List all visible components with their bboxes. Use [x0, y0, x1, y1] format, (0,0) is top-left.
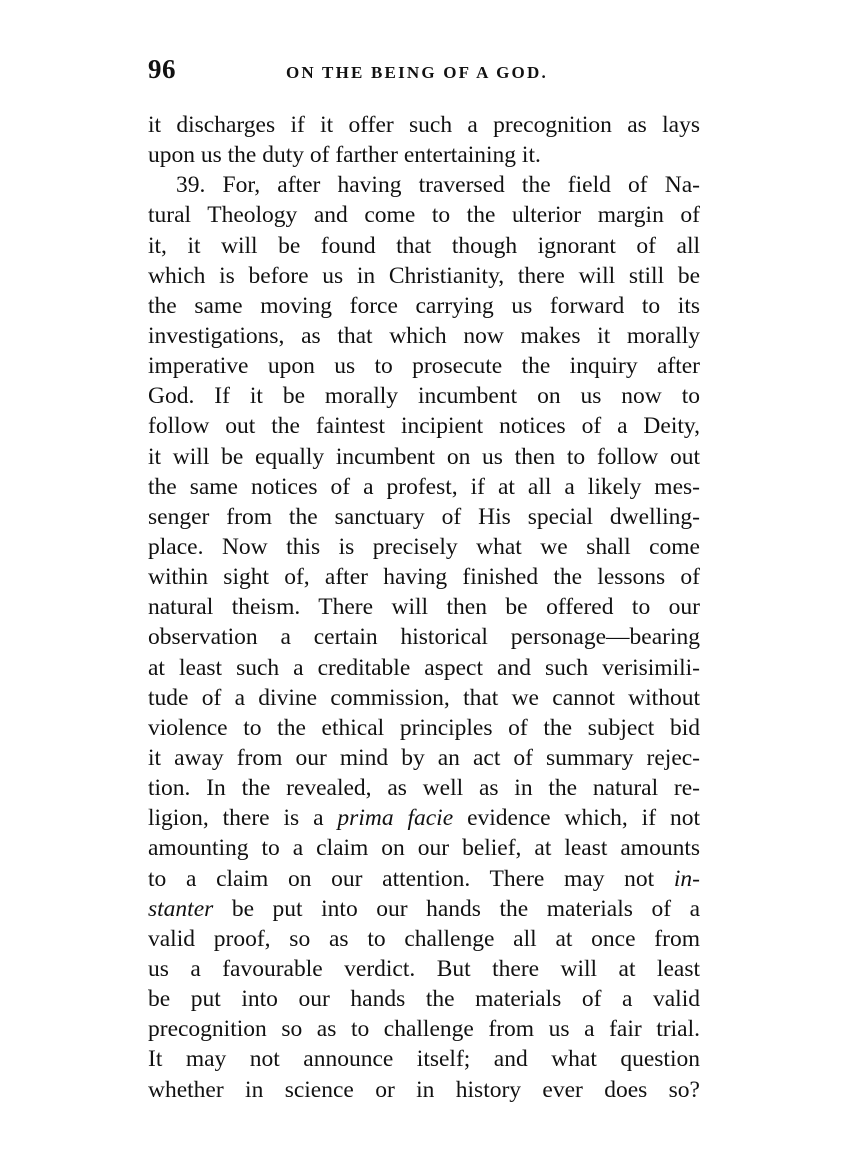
text-segment: the same notices of a profest, if at all a likely mes-	[148, 473, 700, 500]
text-line	[148, 170, 700, 200]
text-segment: it away from our mind by an act of summary rejec-	[148, 744, 700, 771]
text-segment: evidence which, if not	[453, 805, 700, 832]
running-title: ON THE BEING OF A GOD.	[286, 63, 548, 82]
text-segment: senger from the sanctuary of His special dwelling-	[148, 503, 700, 530]
italic-phrase: prima facie	[337, 805, 454, 832]
text-line	[148, 592, 700, 622]
text-line	[148, 1044, 700, 1074]
text-line	[148, 321, 700, 351]
text-line	[148, 472, 700, 502]
text-line	[148, 411, 700, 441]
text-segment: the same moving force carrying us forward to its	[148, 292, 700, 319]
text-line	[148, 683, 700, 713]
text-line	[148, 140, 700, 170]
text-segment: it discharges if it offer such a precognition as lays	[148, 112, 700, 138]
text-line	[148, 502, 700, 532]
running-head	[148, 54, 700, 94]
text-segment: it, it will be found that though ignorant of all	[148, 232, 700, 259]
text-line	[148, 803, 700, 833]
text-line	[148, 291, 700, 321]
text-segment: investigations, as that which now makes it morally	[148, 322, 700, 349]
text-line	[148, 622, 700, 652]
text-segment: ligion, there is a	[148, 805, 338, 832]
text-segment: us a favourable verdict. But there will at least	[148, 955, 700, 982]
text-line	[148, 954, 700, 984]
text-line	[148, 532, 700, 562]
text-segment: valid proof, so as to challenge all at once from	[148, 925, 700, 952]
text-segment: tude of a divine commission, that we cannot without	[148, 684, 700, 711]
italic-phrase: in-	[673, 865, 700, 892]
text-line	[148, 381, 700, 411]
text-segment: it will be equally incumbent on us then to follow out	[148, 443, 700, 470]
text-line	[148, 833, 700, 863]
text-line	[148, 773, 700, 803]
text-segment: 39. For, after having traversed the field of Na-	[176, 172, 700, 199]
text-segment: tural Theology and come to the ulterior margin of	[148, 202, 700, 229]
text-segment: within sight of, after having finished the lessons of	[148, 564, 700, 591]
text-segment: upon us the duty of farther entertaining it.	[148, 142, 541, 169]
text-segment: whether in science or in history ever does so?	[148, 1076, 700, 1103]
text-segment: to a claim on our attention. There may not	[148, 865, 674, 892]
text-line	[148, 200, 700, 230]
text-segment: It may not announce itself; and what question	[148, 1046, 700, 1073]
text-line	[148, 562, 700, 592]
text-line	[148, 231, 700, 261]
text-segment: be put into our hands the materials of a valid	[148, 986, 700, 1013]
text-line	[148, 894, 700, 924]
text-segment: imperative upon us to prosecute the inquiry after	[148, 353, 700, 380]
text-segment: tion. In the revealed, as well as in the natural re-	[148, 775, 700, 802]
italic-phrase: stanter	[148, 895, 214, 922]
text-line	[148, 351, 700, 381]
text-line	[148, 924, 700, 954]
text-line	[148, 653, 700, 683]
text-line	[148, 261, 700, 291]
text-segment: violence to the ethical principles of the subject bid	[148, 714, 700, 741]
text-segment: place. Now this is precisely what we shall come	[148, 533, 700, 560]
text-line	[148, 713, 700, 743]
text-segment: observation a certain historical personage—bearing	[148, 624, 700, 651]
text-line	[148, 1014, 700, 1044]
text-line	[148, 442, 700, 472]
text-segment: God. If it be morally incumbent on us now to	[148, 383, 700, 410]
text-line	[148, 1075, 700, 1105]
text-segment: which is before us in Christianity, there will still be	[148, 262, 700, 289]
body-text	[148, 110, 700, 1105]
text-segment: be put into our hands the materials of a	[213, 895, 700, 922]
text-line	[148, 984, 700, 1014]
text-segment: precognition so as to challenge from us a fair trial.	[148, 1016, 700, 1043]
text-segment: follow out the faintest incipient notices of a Deity,	[148, 413, 700, 440]
text-segment: natural theism. There will then be offered to our	[148, 594, 700, 621]
text-line	[148, 743, 700, 773]
text-line	[148, 110, 700, 140]
text-line	[148, 864, 700, 894]
text-segment: amounting to a claim on our belief, at least amounts	[148, 835, 700, 862]
page-number: 96	[148, 54, 176, 84]
text-segment: at least such a creditable aspect and such verisimili-	[148, 654, 700, 681]
